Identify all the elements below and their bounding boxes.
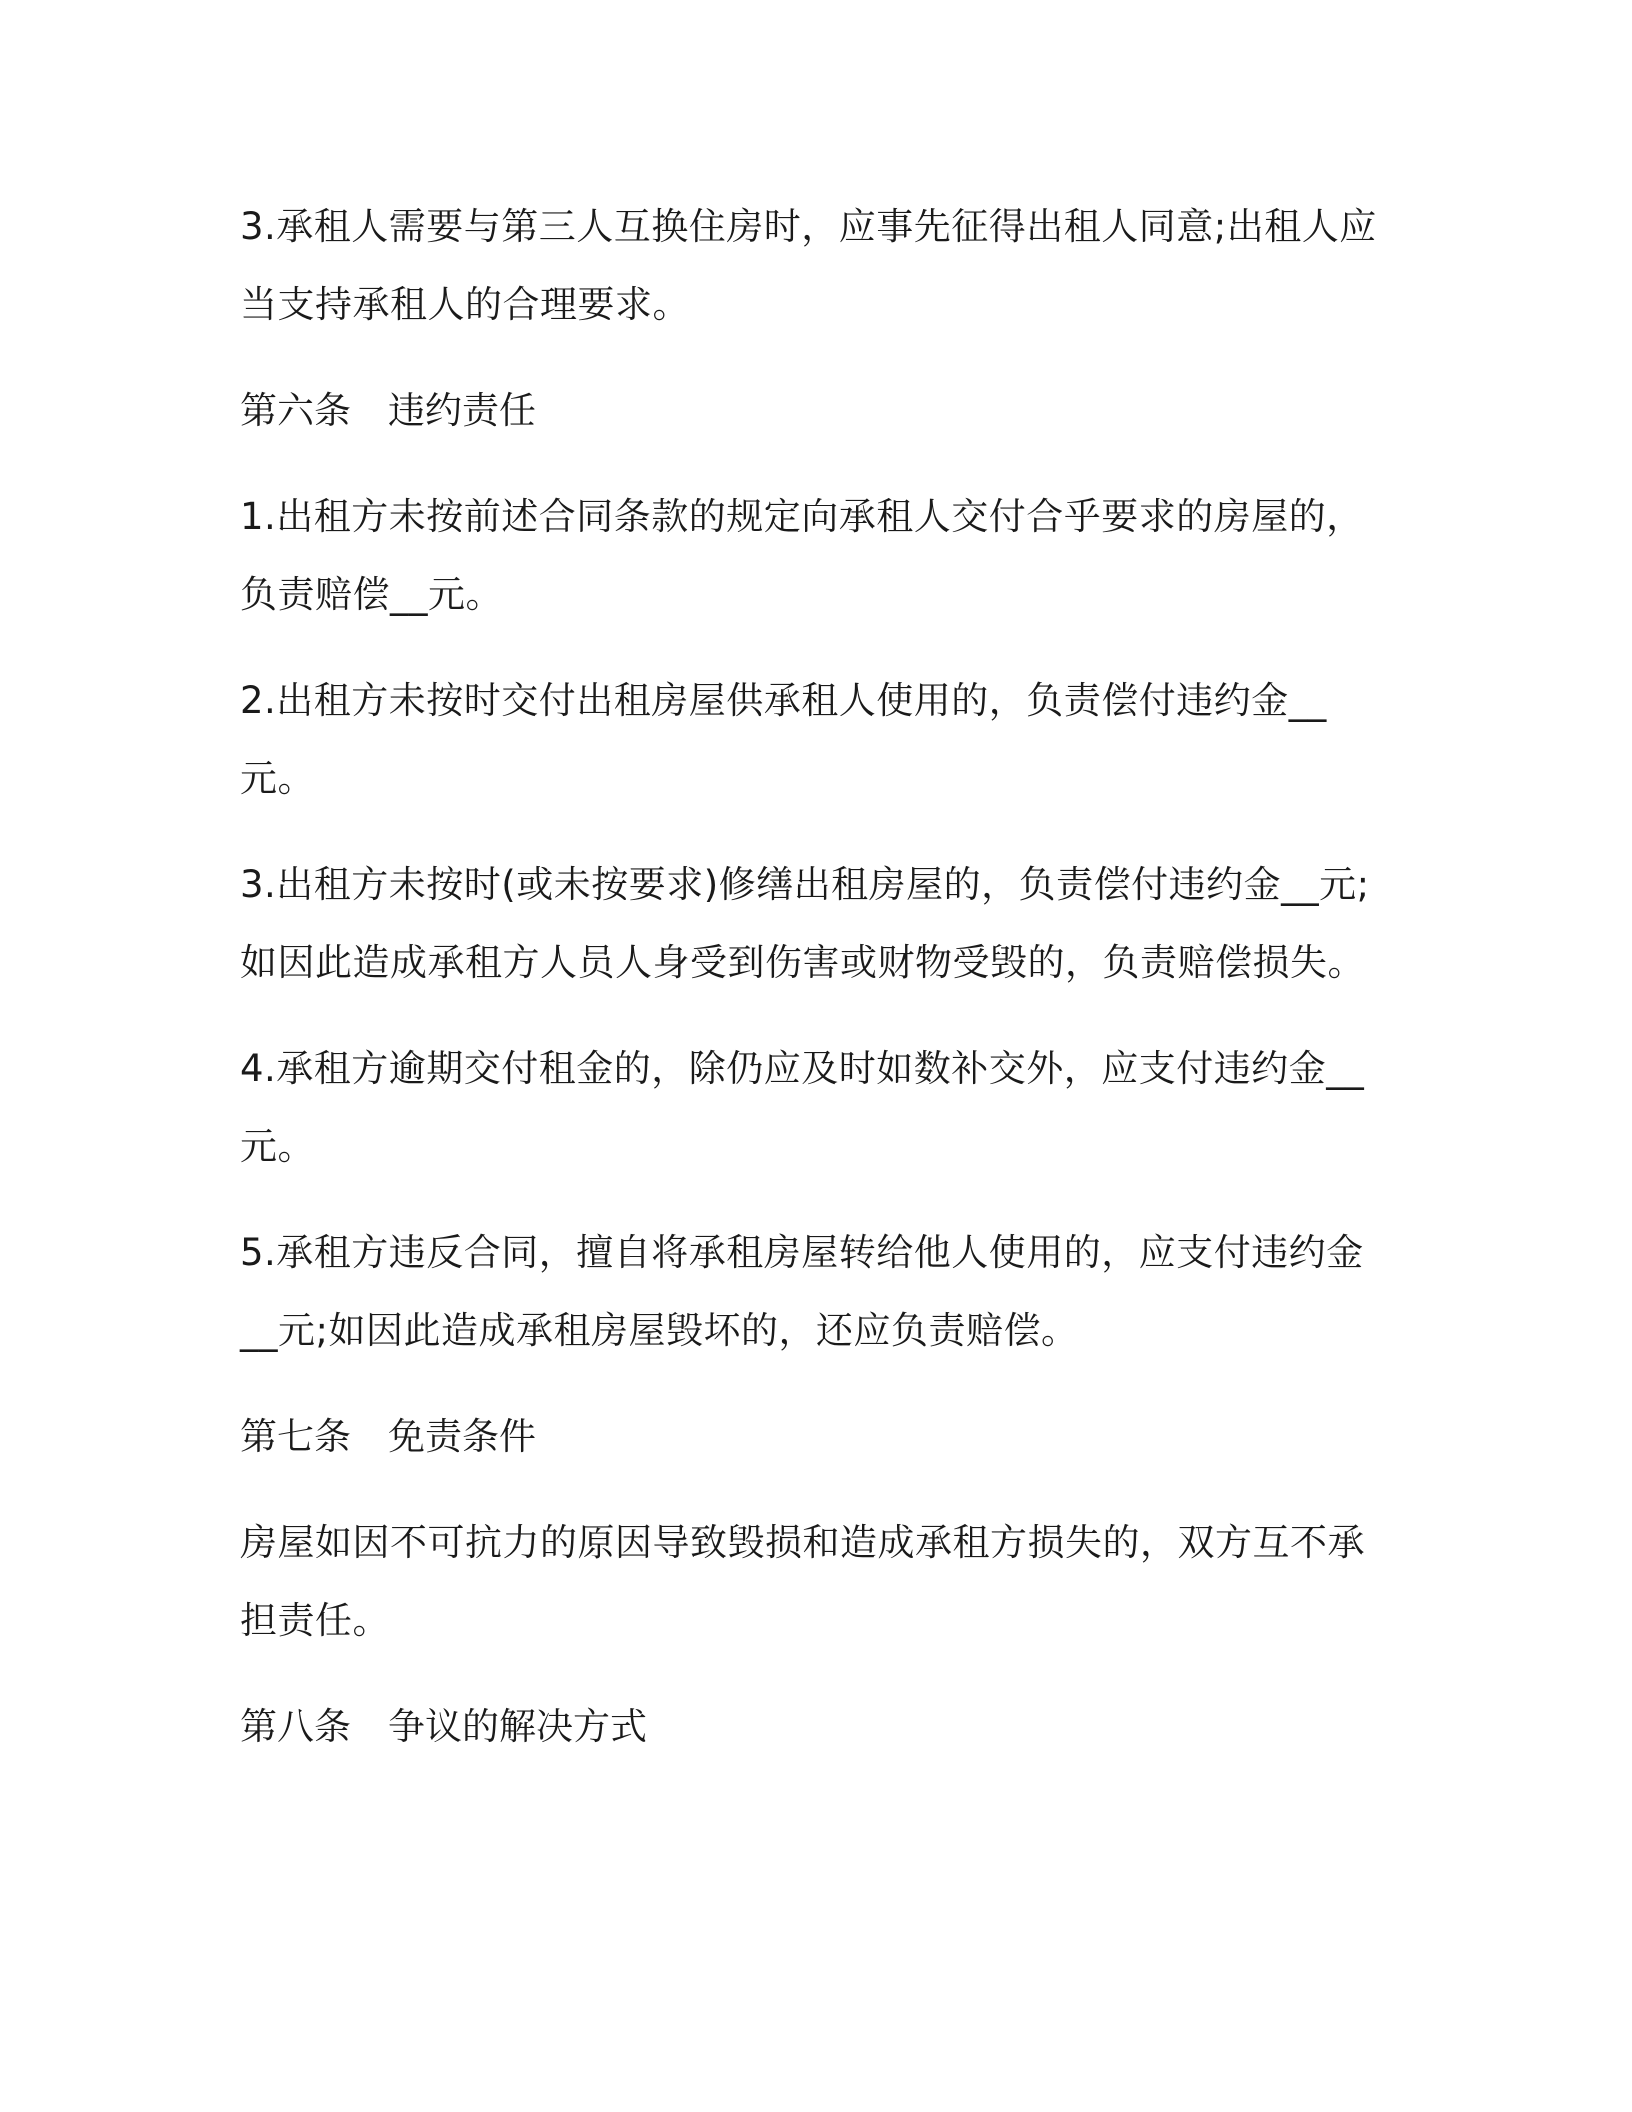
clause-7-text: 房屋如因不可抗力的原因导致毁损和造成承租方损失的，双方互不承担责任。 bbox=[240, 1521, 1365, 1642]
article-8-heading: 第八条 争议的解决方式 bbox=[240, 1705, 647, 1748]
article-6-heading: 第六条 违约责任 bbox=[240, 389, 536, 432]
clause-6-item-1: 1.出租方未按前述合同条款的规定向承租人交付合乎要求的房屋的，负责赔偿__元。 bbox=[240, 495, 1364, 616]
clause-6-item-5: 5.承租方违反合同，擅自将承租房屋转给他人使用的，应支付违约金__元;如因此造成承租房屋毁坏的，还应负责赔偿。 bbox=[240, 1231, 1364, 1352]
clause-5-item-3: 3.承租人需要与第三人互换住房时，应事先征得出租人同意;出租人应当支持承租人的合理要求。 bbox=[240, 205, 1377, 326]
clause-6-item-2: 2.出租方未按时交付出租房屋供承租人使用的，负责偿付违约金__元。 bbox=[240, 679, 1327, 800]
clause-6-item-4: 4.承租方逾期交付租金的，除仍应及时如数补交外，应支付违约金__元。 bbox=[240, 1047, 1365, 1168]
document-page bbox=[240, 188, 1390, 1766]
article-7-heading: 第七条 免责条件 bbox=[240, 1415, 536, 1458]
clause-6-item-3: 3.出租方未按时(或未按要求)修缮出租房屋的，负责偿付违约金__元;如因此造成承租方人员人身受到伤害或财物受毁的，负责赔偿损失。 bbox=[240, 863, 1370, 984]
